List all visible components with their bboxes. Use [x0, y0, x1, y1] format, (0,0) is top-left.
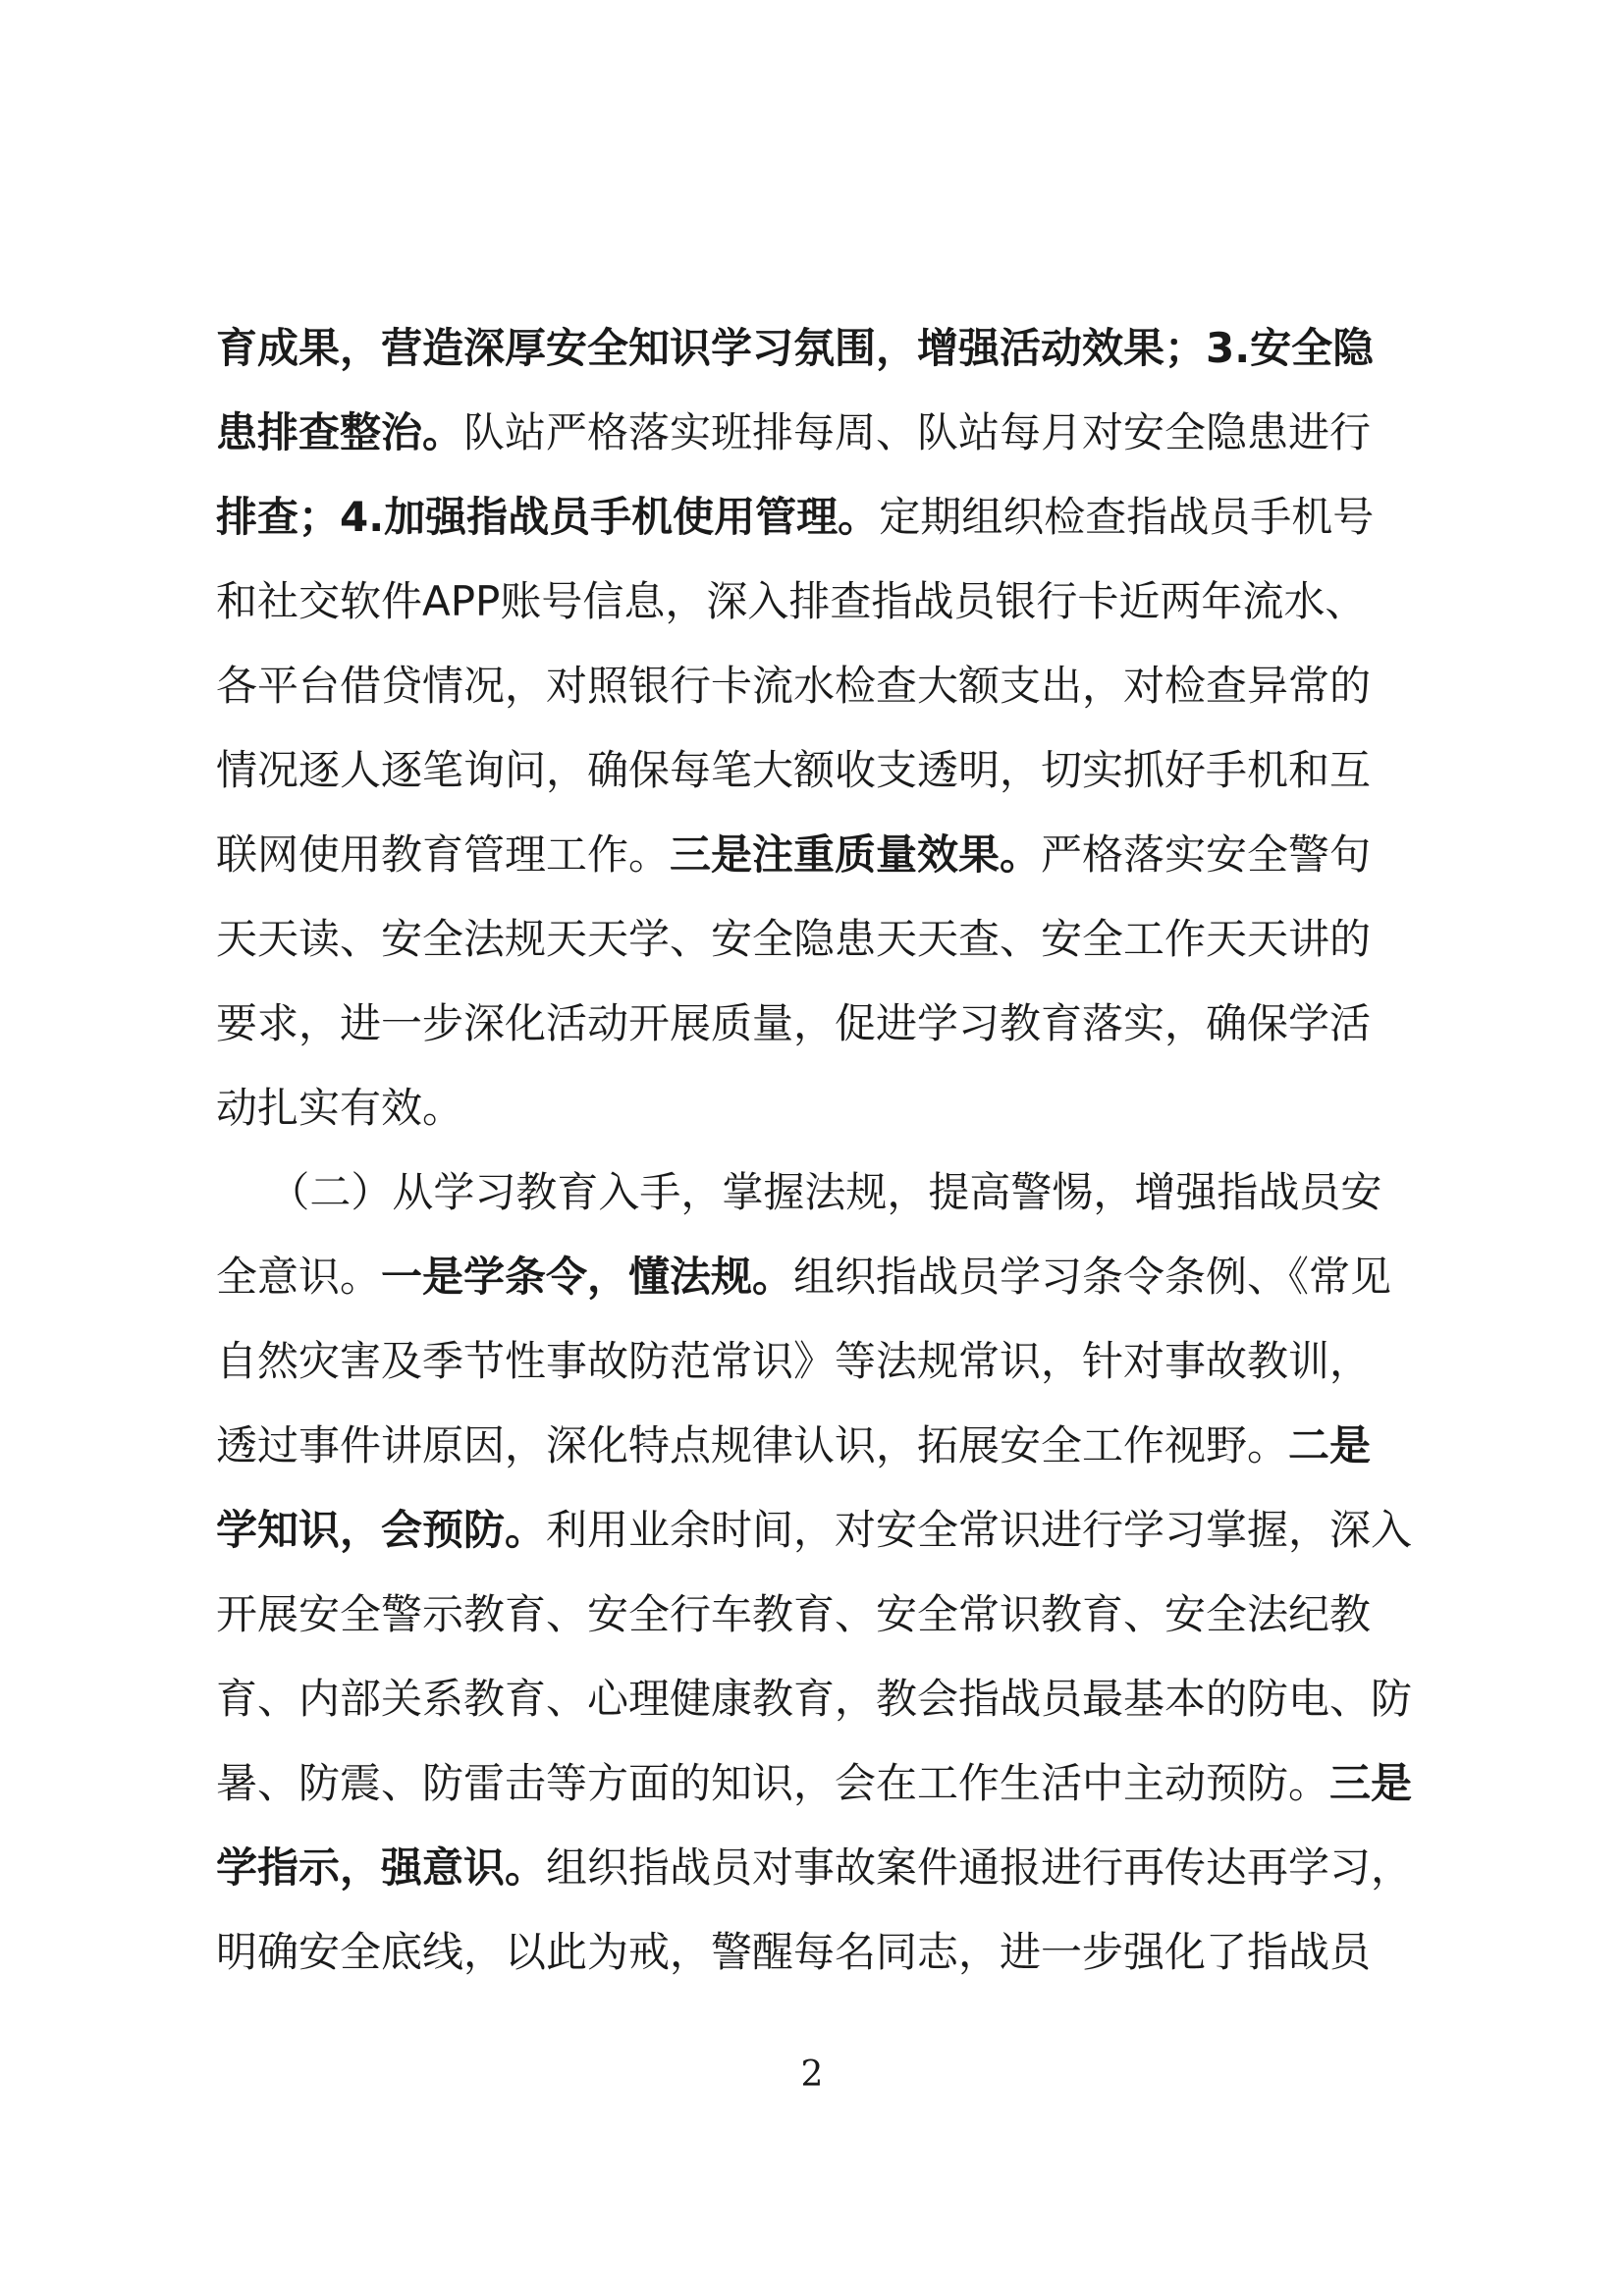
text-segment: 育、内部关系教育、心理健康教育，教会指战员最基本的防电、防 [216, 1675, 1413, 1723]
text-segment: 联网使用教育管理工作。 [216, 830, 671, 879]
page-number: 2 [800, 2055, 824, 2095]
text-line [216, 1741, 1424, 1826]
text-line [216, 728, 1424, 813]
text-line [216, 813, 1424, 897]
text-segment: 组织指战员对事故案件通报进行再传达再学习， [546, 1843, 1413, 1892]
text-line [216, 1573, 1424, 1657]
bold-text-segment: 三是注重质量效果。 [670, 830, 1042, 879]
text-line [216, 475, 1424, 560]
bold-text-segment: 育成果，营造深厚安全知识学习氛围，增强活动效果；3.安全隐 [216, 324, 1375, 372]
text-line [216, 1910, 1424, 1995]
text-segment: 开展安全警示教育、安全行车教育、安全常识教育、安全法纪教 [216, 1590, 1372, 1638]
text-segment: （二）从学习教育入手，掌握法规，提高警惕，增强指战员安 [216, 1168, 1382, 1216]
text-line [216, 306, 1424, 391]
text-line [216, 1488, 1424, 1573]
text-segment: 各平台借贷情况，对照银行卡流水检查大额支出，对检查异常的 [216, 662, 1372, 710]
text-segment: 和社交软件APP账号信息，深入排查指战员银行卡近两年流水、 [216, 577, 1367, 625]
text-segment: 暑、防震、防雷击等方面的知识，会在工作生活中主动预防。 [216, 1759, 1330, 1807]
text-segment: 队站严格落实班排每周、队站每月对安全隐患进行 [463, 408, 1372, 456]
text-line [216, 897, 1424, 982]
text-segment: 明确安全底线，以此为戒，警醒每名同志，进一步强化了指战员 [216, 1928, 1372, 1976]
body-text [216, 306, 1424, 1995]
bold-text-segment: 三是 [1329, 1759, 1413, 1807]
text-segment: 情况逐人逐笔询问，确保每笔大额收支透明，切实抓好手机和互 [216, 746, 1372, 794]
bold-text-segment: 学知识，会预防。 [216, 1506, 547, 1554]
text-line [216, 644, 1424, 728]
text-line [216, 1657, 1424, 1741]
text-line [216, 1319, 1424, 1404]
bold-text-segment: 一是学条令，懂法规。 [381, 1253, 794, 1301]
text-segment: 利用业余时间，对安全常识进行学习掌握，深入 [546, 1506, 1413, 1554]
text-segment: 全意识。 [216, 1253, 382, 1301]
text-segment: 组织指战员学习条令条例、《常见 [793, 1253, 1392, 1301]
text-segment: 天天读、安全法规天天学、安全隐患天天查、安全工作天天讲的 [216, 915, 1372, 963]
text-line [216, 1826, 1424, 1910]
text-line [216, 982, 1424, 1066]
text-line [216, 560, 1424, 644]
text-segment: 要求，进一步深化活动开展质量，促进学习教育落实，确保学活 [216, 999, 1372, 1047]
text-line [216, 1150, 1424, 1235]
text-segment: 动扎实有效。 [216, 1084, 464, 1132]
text-line [216, 1404, 1424, 1488]
bold-text-segment: 二是 [1288, 1421, 1372, 1469]
text-line [216, 1066, 1424, 1150]
text-segment: 透过事件讲原因，深化特点规律认识，拓展安全工作视野。 [216, 1421, 1289, 1469]
text-segment: 定期组织检查指战员手机号 [879, 493, 1375, 541]
text-segment: 严格落实安全警句 [1041, 830, 1372, 879]
text-line [216, 391, 1424, 475]
bold-text-segment: 学指示，强意识。 [216, 1843, 547, 1892]
bold-text-segment: 患排查整治。 [216, 408, 464, 456]
bold-text-segment: 排查；4.加强指战员手机使用管理。 [216, 493, 880, 541]
text-segment: 自然灾害及季节性事故防范常识》等法规常识，针对事故教训， [216, 1337, 1372, 1385]
text-line [216, 1235, 1424, 1319]
